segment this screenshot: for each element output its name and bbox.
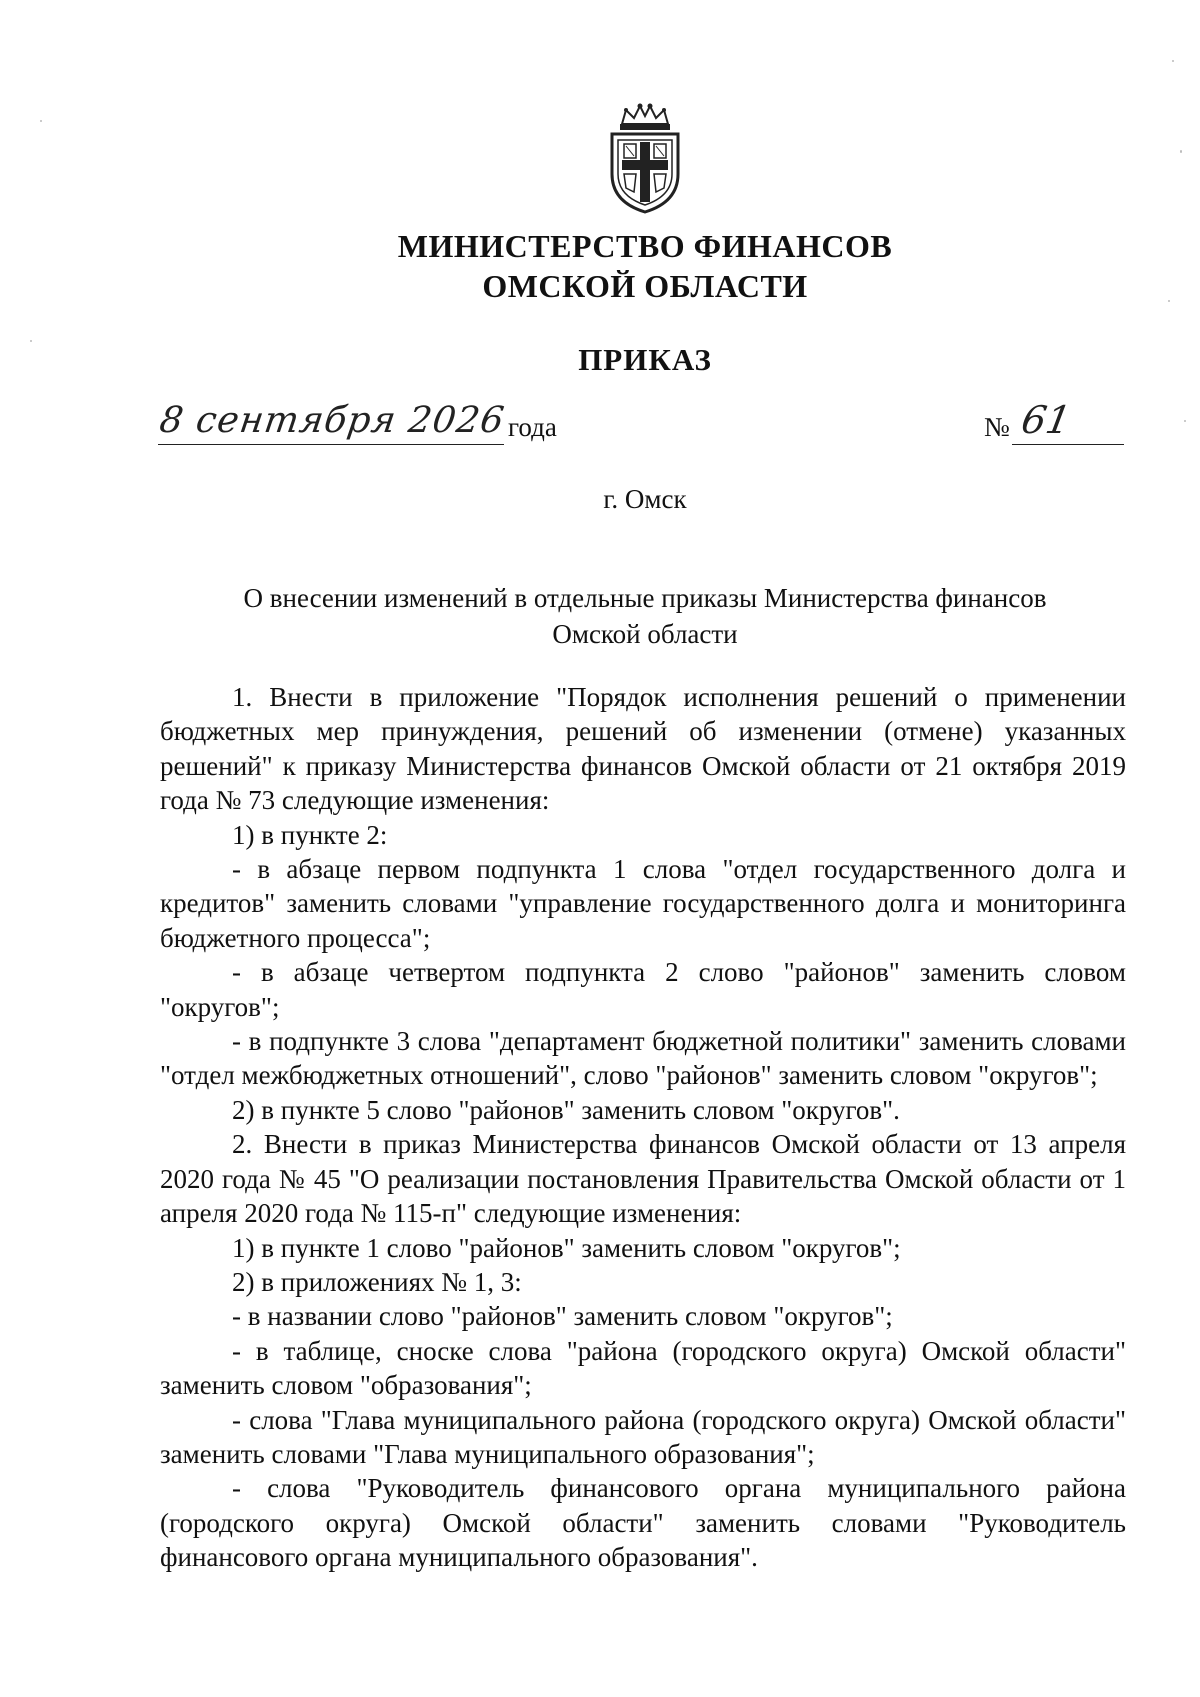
paragraph: - в названии слово "районов" заменить словом "округов"; [232, 1301, 893, 1332]
org-title-line2: ОМСКОЙ ОБЛАСТИ [482, 268, 808, 304]
paragraph: - в абзаце четвертом подпункта 2 слово "районов" заменить словом "округов"; [160, 957, 1126, 1022]
paragraph: 1) в пункте 2: [232, 819, 388, 850]
city: г. Омск [603, 484, 687, 514]
subject-line1: О внесении изменений в отдельные приказы Министерства финансов [243, 583, 1047, 613]
number-label: № [984, 412, 1010, 442]
scan-noise [1172, 60, 1174, 62]
paragraph: - в таблице, сноске слова "района (городского округа) Омской области" заменить словом "образования"; [160, 1335, 1126, 1401]
date-suffix: года [508, 412, 557, 442]
scan-noise [1168, 300, 1170, 302]
paragraph: 1) в пункте 1 слово "районов" заменить словом "округов"; [232, 1232, 901, 1263]
omsk-coat-of-arms-icon [604, 102, 686, 214]
paragraph: - слова "Руководитель финансового органа муниципального района (городского округа) Омской области" заменить словами "Руководитель финансового органа муниципального образования". [160, 1473, 1126, 1573]
paragraph: 2. Внести в приказ Министерства финансов Омской области от 13 апреля 2020 года № 45 "О реализации постановления Правительства Омской области от 1 апреля 2020 года № 115-п" следующие изменения: [160, 1129, 1126, 1229]
org-title-line1: МИНИСТЕРСТВО ФИНАНСОВ [397, 228, 893, 264]
paragraph: - в подпункте 3 слова "департамент бюджетной политики" заменить словами "отдел межбюджетных отношений", слово "районов" заменить словом "округов"; [160, 1026, 1126, 1091]
paragraph: 2) в пункте 5 слово "районов" заменить словом "округов". [232, 1094, 900, 1125]
order-body [160, 680, 1126, 1575]
paragraph: - слова "Глава муниципального района (городского округа) Омской области" заменить словами "Глава муниципального образования"; [160, 1404, 1126, 1469]
scan-noise [1184, 420, 1186, 422]
date-handwritten: 8 сентября 2026 [157, 400, 508, 441]
paragraph: 1. Внести в приложение "Порядок исполнения решений о применении бюджетных мер принуждения, решений об изменении (отмене) указанных решений" к приказу Министерства финансов Омской области от 21 октября 2019 года № 73 следующие изменения: [160, 682, 1126, 816]
scan-noise [30, 340, 32, 342]
scan-noise [1180, 150, 1182, 153]
subject-line2: Омской области [552, 619, 738, 649]
doc-type-title: ПРИКАЗ [578, 342, 712, 377]
paragraph: - в абзаце первом подпункта 1 слова "отдел государственного долга и кредитов" заменить словами "управление государственного долга и мониторинга бюджетного процесса"; [160, 854, 1126, 953]
number-handwritten: 61 [1018, 398, 1075, 442]
order-subject [160, 580, 1130, 652]
scan-noise [40, 120, 42, 122]
paragraph: 2) в приложениях № 1, 3: [232, 1266, 522, 1297]
